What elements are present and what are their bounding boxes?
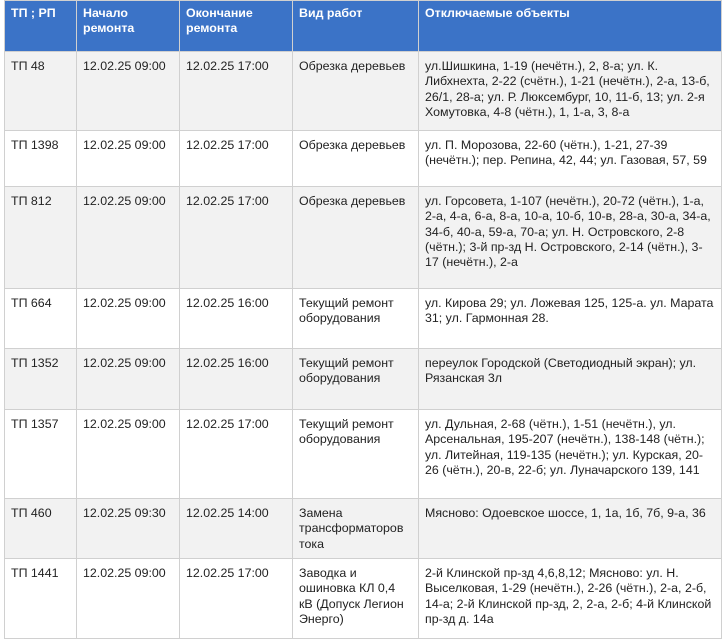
table-row bbox=[5, 52, 722, 131]
table-row bbox=[5, 499, 722, 559]
outage-table bbox=[4, 0, 722, 639]
cell-substation: ТП 812 bbox=[5, 187, 77, 289]
cell-work-type: Замена трансформаторов тока bbox=[293, 499, 419, 559]
cell-work-type: Текущий ремонт оборудования bbox=[293, 289, 419, 349]
cell-work-type: Текущий ремонт оборудования bbox=[293, 349, 419, 410]
cell-work-type: Обрезка деревьев bbox=[293, 131, 419, 187]
cell-end: 12.02.25 17:00 bbox=[180, 52, 293, 131]
cell-objects: 2-й Клинской пр-зд 4,6,8,12; Мясново: ул. Н. Выселковая, 1-29 (нечётн.), 2-26 (чётн.), 2-а, 2-б, 14-а; 2-й Клинской пр-зд, 2, 2-а, 2-б; 4-й Клинской пр-зд д. 14а bbox=[419, 559, 722, 639]
cell-substation: ТП 1441 bbox=[5, 559, 77, 639]
table-row bbox=[5, 349, 722, 410]
cell-substation: ТП 664 bbox=[5, 289, 77, 349]
cell-start: 12.02.25 09:30 bbox=[77, 499, 180, 559]
cell-objects: переулок Городской (Светодиодный экран); ул. Рязанская 3л bbox=[419, 349, 722, 410]
cell-end: 12.02.25 17:00 bbox=[180, 131, 293, 187]
table-row bbox=[5, 131, 722, 187]
cell-start: 12.02.25 09:00 bbox=[77, 52, 180, 131]
table-row bbox=[5, 187, 722, 289]
header-objects: Отключаемые объекты bbox=[419, 1, 722, 52]
cell-substation: ТП 460 bbox=[5, 499, 77, 559]
cell-work-type: Обрезка деревьев bbox=[293, 52, 419, 131]
header-end: Окончание ремонта bbox=[180, 1, 293, 52]
cell-substation: ТП 1398 bbox=[5, 131, 77, 187]
header-start: Начало ремонта bbox=[77, 1, 180, 52]
cell-work-type: Обрезка деревьев bbox=[293, 187, 419, 289]
cell-objects: ул.Шишкина, 1-19 (нечётн.), 2, 8-а; ул. К. Либхнехта, 2-22 (счётн.), 1-21 (нечётн.), 2-а, 13-б, 26/1, 28-а; ул. Р. Люксембург, 10, 11-б, 13; ул. 2-я Хомутовка, 4-8 (чётн.), 1, 1-а, 3, 8-а bbox=[419, 52, 722, 131]
cell-end: 12.02.25 16:00 bbox=[180, 289, 293, 349]
cell-substation: ТП 48 bbox=[5, 52, 77, 131]
cell-work-type: Текущий ремонт оборудования bbox=[293, 410, 419, 499]
cell-substation: ТП 1352 bbox=[5, 349, 77, 410]
cell-start: 12.02.25 09:00 bbox=[77, 349, 180, 410]
cell-start: 12.02.25 09:00 bbox=[77, 559, 180, 639]
cell-substation: ТП 1357 bbox=[5, 410, 77, 499]
cell-end: 12.02.25 17:00 bbox=[180, 187, 293, 289]
header-work-type: Вид работ bbox=[293, 1, 419, 52]
cell-objects: ул. Дульная, 2-68 (чётн.), 1-51 (нечётн.), ул. Арсенальная, 195-207 (нечётн.), 138-148 (чётн.); ул. Литейная, 119-135 (нечётн.); ул. Курская, 20-26 (чётн.), 20-в, 22-б; ул. Луначарского 139, 141 bbox=[419, 410, 722, 499]
header-substation: ТП ; РП bbox=[5, 1, 77, 52]
table-row bbox=[5, 289, 722, 349]
cell-start: 12.02.25 09:00 bbox=[77, 289, 180, 349]
cell-end: 12.02.25 14:00 bbox=[180, 499, 293, 559]
cell-end: 12.02.25 17:00 bbox=[180, 559, 293, 639]
header-row bbox=[5, 1, 722, 52]
cell-objects: Мясново: Одоевское шоссе, 1, 1а, 1б, 7б, 9-а, 36 bbox=[419, 499, 722, 559]
table-row bbox=[5, 410, 722, 499]
cell-objects: ул. Горсовета, 1-107 (нечётн.), 20-72 (чётн.), 1-а, 2-а, 4-а, 6-а, 8-а, 10-а, 10-б, 10-в, 28-а, 30-а, 34-а, 34-б, 40-а, 59-а, 70-а; ул. Н. Островского, 2-8 (чётн.); 3-й пр-зд Н. Островского, 2-14 (чётн.), 3-17 (нечётн.), 2-а bbox=[419, 187, 722, 289]
cell-work-type: Заводка и ошиновка КЛ 0,4 кВ (Допуск Легион Энерго) bbox=[293, 559, 419, 639]
cell-end: 12.02.25 16:00 bbox=[180, 349, 293, 410]
cell-start: 12.02.25 09:00 bbox=[77, 131, 180, 187]
cell-start: 12.02.25 09:00 bbox=[77, 187, 180, 289]
cell-start: 12.02.25 09:00 bbox=[77, 410, 180, 499]
cell-objects: ул. П. Морозова, 22-60 (чётн.), 1-21, 27-39 (нечётн.); пер. Репина, 42, 44; ул. Газовая, 57, 59 bbox=[419, 131, 722, 187]
table-row bbox=[5, 559, 722, 639]
cell-end: 12.02.25 17:00 bbox=[180, 410, 293, 499]
cell-objects: ул. Кирова 29; ул. Ложевая 125, 125-а. ул. Марата 31; ул. Гармонная 28. bbox=[419, 289, 722, 349]
